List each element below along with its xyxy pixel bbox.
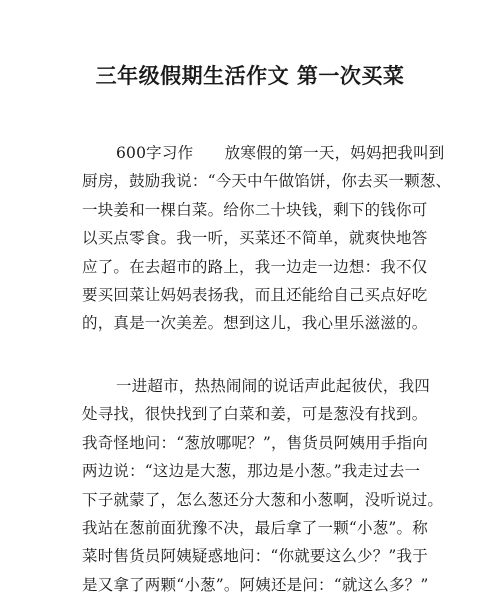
paragraph-line: 一块姜和一棵白菜。给你二十块钱，剩下的钱你可 [82, 200, 428, 219]
paragraph-line: 的，真是一次美差。想到这儿，我心里乐滋滋的。 [82, 314, 428, 333]
paragraph-line: 处寻找，很快找到了白菜和姜，可是葱没有找到。 [82, 405, 428, 424]
document-title: 三年级假期生活作文 第一次买菜 [95, 64, 405, 88]
paragraph-line: 厨房，鼓励我说：“今天中午做馅饼，你去买一颗葱、 [82, 172, 452, 191]
paragraph-line: 下子就蒙了，怎么葱还分大葱和小葱啊，没听说过。 [82, 490, 444, 509]
paragraph-line: 600字习作 放寒假的第一天，妈妈把我叫到 [116, 144, 445, 162]
paragraph-line: 我站在葱前面犹豫不决，最后拿了一颗“小葱”。称 [82, 518, 428, 537]
paragraph-line: 要买回菜让妈妈表扬我，而且还能给自己买点好吃 [82, 285, 428, 304]
paragraph-2 [82, 372, 442, 599]
paragraph-line: 一进超市，热热闹闹的说话声此起彼伏，我四 [116, 377, 431, 395]
paragraph-line: 我奇怪地问：“葱放哪呢？”，售货员阿姨用手指向 [82, 433, 428, 452]
paragraph-line: 应了。在去超市的路上，我一边走一边想：我不仅 [82, 257, 428, 276]
paragraph-line: 以买点零食。我一听，买菜还不简单，就爽快地答 [82, 229, 428, 248]
paragraph-line: 菜时售货员阿姨疑惑地问：“你就要这么少？”我于 [82, 547, 428, 566]
paragraph-line: 是又拿了两颗“小葱”。阿姨还是问：“就这么多？” [82, 575, 429, 594]
paragraph-1 [82, 139, 452, 338]
paragraph-line: 两边说：“这边是大葱，那边是小葱。”我走过去一 [82, 462, 421, 481]
